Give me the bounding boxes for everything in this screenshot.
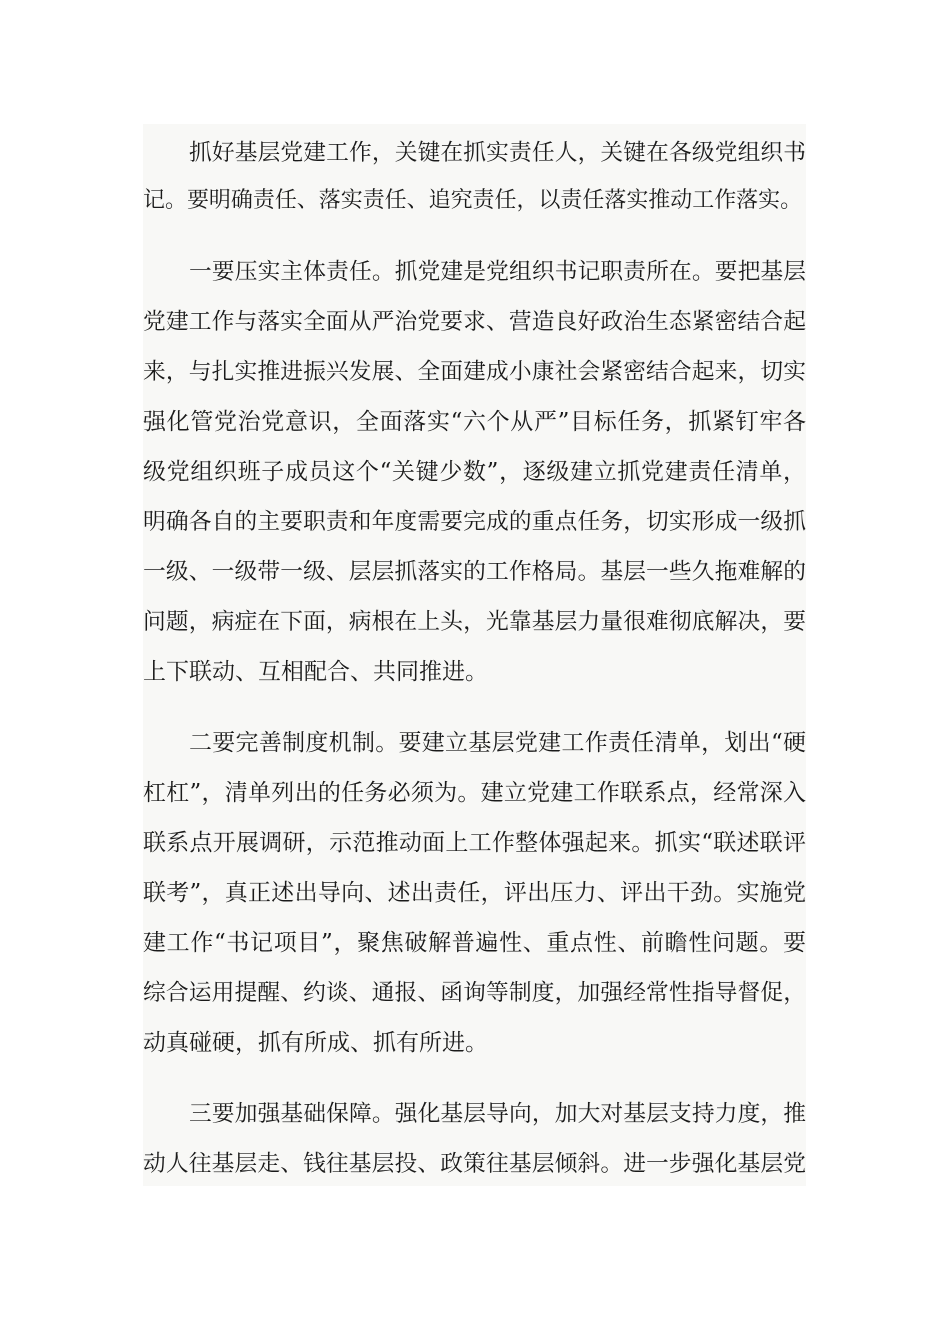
text-line: 级党组织班子成员这个“关键少数”，逐级建立抓党建责任清单， [143, 459, 806, 485]
text-line: 二要完善制度机制。要建立基层党建工作责任清单，划出“硬 [189, 730, 806, 756]
text-line: 抓好基层党建工作，关键在抓实责任人，关键在各级党组织书 [189, 140, 806, 166]
text-line: 记。要明确责任、落实责任、追究责任，以责任落实推动工作落实。 [143, 188, 803, 213]
text-line: 一要压实主体责任。抓党建是党组织书记职责所在。要把基层 [189, 259, 806, 285]
text-line: 建工作“书记项目”，聚焦破解普遍性、重点性、前瞻性问题。要 [143, 930, 806, 956]
text-line: 上下联动、互相配合、共同推进。 [143, 659, 488, 685]
text-line: 三要加强基础保障。强化基层导向，加大对基层支持力度，推 [189, 1101, 806, 1127]
text-line: 联考”，真正述出导向、述出责任，评出压力、评出干劲。实施党 [143, 880, 806, 906]
text-line: 动真碰硬，抓有所成、抓有所进。 [143, 1030, 488, 1056]
text-line: 动人往基层走、钱往基层投、政策往基层倾斜。进一步强化基层党 [143, 1151, 806, 1177]
text-line: 杠杠”，清单列出的任务必须为。建立党建工作联系点，经常深入 [143, 780, 806, 806]
text-line: 一级、一级带一级、层层抓落实的工作格局。基层一些久拖难解的 [143, 559, 806, 585]
text-line: 综合运用提醒、约谈、通报、函询等制度，加强经常性指导督促， [143, 980, 806, 1006]
text-line: 强化管党治党意识，全面落实“六个从严”目标任务，抓紧钉牢各 [143, 409, 806, 435]
text-line: 来，与扎实推进振兴发展、全面建成小康社会紧密结合起来，切实 [143, 359, 806, 385]
text-line: 联系点开展调研，示范推动面上工作整体强起来。抓实“联述联评 [143, 830, 806, 856]
text-line: 党建工作与落实全面从严治党要求、营造良好政治生态紧密结合起 [143, 309, 806, 335]
text-line: 明确各自的主要职责和年度需要完成的重点任务，切实形成一级抓 [143, 509, 806, 535]
text-line: 问题，病症在下面，病根在上头，光靠基层力量很难彻底解决，要 [143, 609, 806, 635]
document-body [143, 124, 806, 1186]
